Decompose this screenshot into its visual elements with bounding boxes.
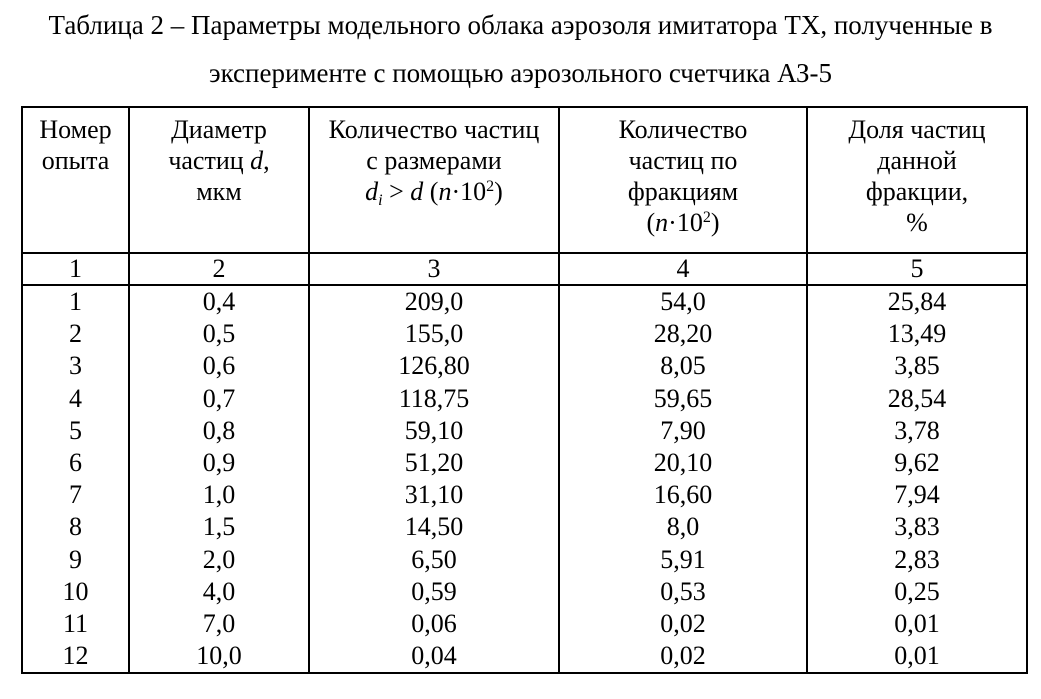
cell-count-by-size: 51,20	[309, 447, 559, 479]
cell-count-by-fraction: 59,65	[559, 383, 807, 415]
column-number: 5	[807, 253, 1027, 285]
cell-count-by-size: 14,50	[309, 511, 559, 543]
column-number: 3	[309, 253, 559, 285]
cell-experiment-number: 7	[22, 479, 129, 511]
cell-fraction-share: 13,49	[807, 318, 1027, 350]
cell-count-by-fraction: 7,90	[559, 415, 807, 447]
table-row	[22, 544, 1027, 576]
cell-count-by-fraction: 20,10	[559, 447, 807, 479]
cell-experiment-number: 1	[22, 285, 129, 318]
cell-fraction-share: 2,83	[807, 544, 1027, 576]
table-row	[22, 576, 1027, 608]
header-particle-count-by-size: Количество частиц с размерами $d_i > d$ $(n\cdot 10^2)$	[309, 107, 559, 253]
table-row	[22, 608, 1027, 640]
cell-count-by-fraction: 28,20	[559, 318, 807, 350]
header-particle-count-by-fraction: Количество частиц по фракциям $(n\cdot 10^2)$	[559, 107, 807, 253]
table-body	[22, 285, 1027, 673]
cell-count-by-fraction: 54,0	[559, 285, 807, 318]
cell-fraction-share: 0,01	[807, 608, 1027, 640]
cell-diameter: 0,6	[129, 350, 309, 382]
header-row	[22, 107, 1027, 253]
cell-fraction-share: 3,85	[807, 350, 1027, 382]
cell-fraction-share: 25,84	[807, 285, 1027, 318]
cell-experiment-number: 9	[22, 544, 129, 576]
cell-experiment-number: 11	[22, 608, 129, 640]
table-row	[22, 318, 1027, 350]
cell-experiment-number: 8	[22, 511, 129, 543]
cell-diameter: 10,0	[129, 640, 309, 673]
cell-fraction-share: 3,83	[807, 511, 1027, 543]
cell-fraction-share: 7,94	[807, 479, 1027, 511]
cell-count-by-fraction: 8,05	[559, 350, 807, 382]
cell-fraction-share: 3,78	[807, 415, 1027, 447]
table-row	[22, 447, 1027, 479]
table-caption-line-1: Таблица 2 – Параметры модельного облака аэрозоля имитатора ТХ, полученные в	[48, 10, 993, 40]
cell-diameter: 7,0	[129, 608, 309, 640]
cell-diameter: 0,4	[129, 285, 309, 318]
cell-count-by-fraction: 5,91	[559, 544, 807, 576]
cell-diameter: 4,0	[129, 576, 309, 608]
cell-count-by-size: 118,75	[309, 383, 559, 415]
cell-experiment-number: 10	[22, 576, 129, 608]
cell-count-by-size: 0,59	[309, 576, 559, 608]
cell-count-by-size: 0,04	[309, 640, 559, 673]
table-row	[22, 640, 1027, 673]
column-number: 1	[22, 253, 129, 285]
aerosol-parameters-table	[21, 106, 1028, 674]
table-row	[22, 479, 1027, 511]
cell-count-by-fraction: 0,53	[559, 576, 807, 608]
cell-experiment-number: 3	[22, 350, 129, 382]
cell-experiment-number: 5	[22, 415, 129, 447]
header-fraction-share: Доля частиц данной фракции, %	[807, 107, 1027, 253]
column-numbers-row	[22, 253, 1027, 285]
header-experiment-number: Номер опыта	[22, 107, 129, 253]
cell-count-by-size: 59,10	[309, 415, 559, 447]
cell-count-by-size: 126,80	[309, 350, 559, 382]
cell-diameter: 0,8	[129, 415, 309, 447]
header-particle-diameter: Диаметр частиц d, мкм	[129, 107, 309, 253]
cell-fraction-share: 0,01	[807, 640, 1027, 673]
cell-count-by-size: 155,0	[309, 318, 559, 350]
table-row	[22, 350, 1027, 382]
cell-fraction-share: 28,54	[807, 383, 1027, 415]
column-number: 2	[129, 253, 309, 285]
cell-count-by-size: 31,10	[309, 479, 559, 511]
table-row	[22, 285, 1027, 318]
cell-count-by-size: 6,50	[309, 544, 559, 576]
cell-count-by-size: 0,06	[309, 608, 559, 640]
table-row	[22, 415, 1027, 447]
cell-experiment-number: 4	[22, 383, 129, 415]
cell-count-by-fraction: 16,60	[559, 479, 807, 511]
cell-diameter: 0,9	[129, 447, 309, 479]
cell-experiment-number: 2	[22, 318, 129, 350]
table-row	[22, 511, 1027, 543]
cell-fraction-share: 9,62	[807, 447, 1027, 479]
column-number: 4	[559, 253, 807, 285]
cell-count-by-size: 209,0	[309, 285, 559, 318]
cell-diameter: 1,5	[129, 511, 309, 543]
cell-diameter: 0,5	[129, 318, 309, 350]
cell-diameter: 2,0	[129, 544, 309, 576]
cell-diameter: 1,0	[129, 479, 309, 511]
cell-count-by-fraction: 8,0	[559, 511, 807, 543]
cell-experiment-number: 12	[22, 640, 129, 673]
cell-fraction-share: 0,25	[807, 576, 1027, 608]
cell-count-by-fraction: 0,02	[559, 608, 807, 640]
cell-count-by-fraction: 0,02	[559, 640, 807, 673]
table-row	[22, 383, 1027, 415]
cell-experiment-number: 6	[22, 447, 129, 479]
cell-diameter: 0,7	[129, 383, 309, 415]
table-caption-line-2: эксперименте с помощью аэрозольного счетчика АЗ-5	[209, 58, 832, 88]
